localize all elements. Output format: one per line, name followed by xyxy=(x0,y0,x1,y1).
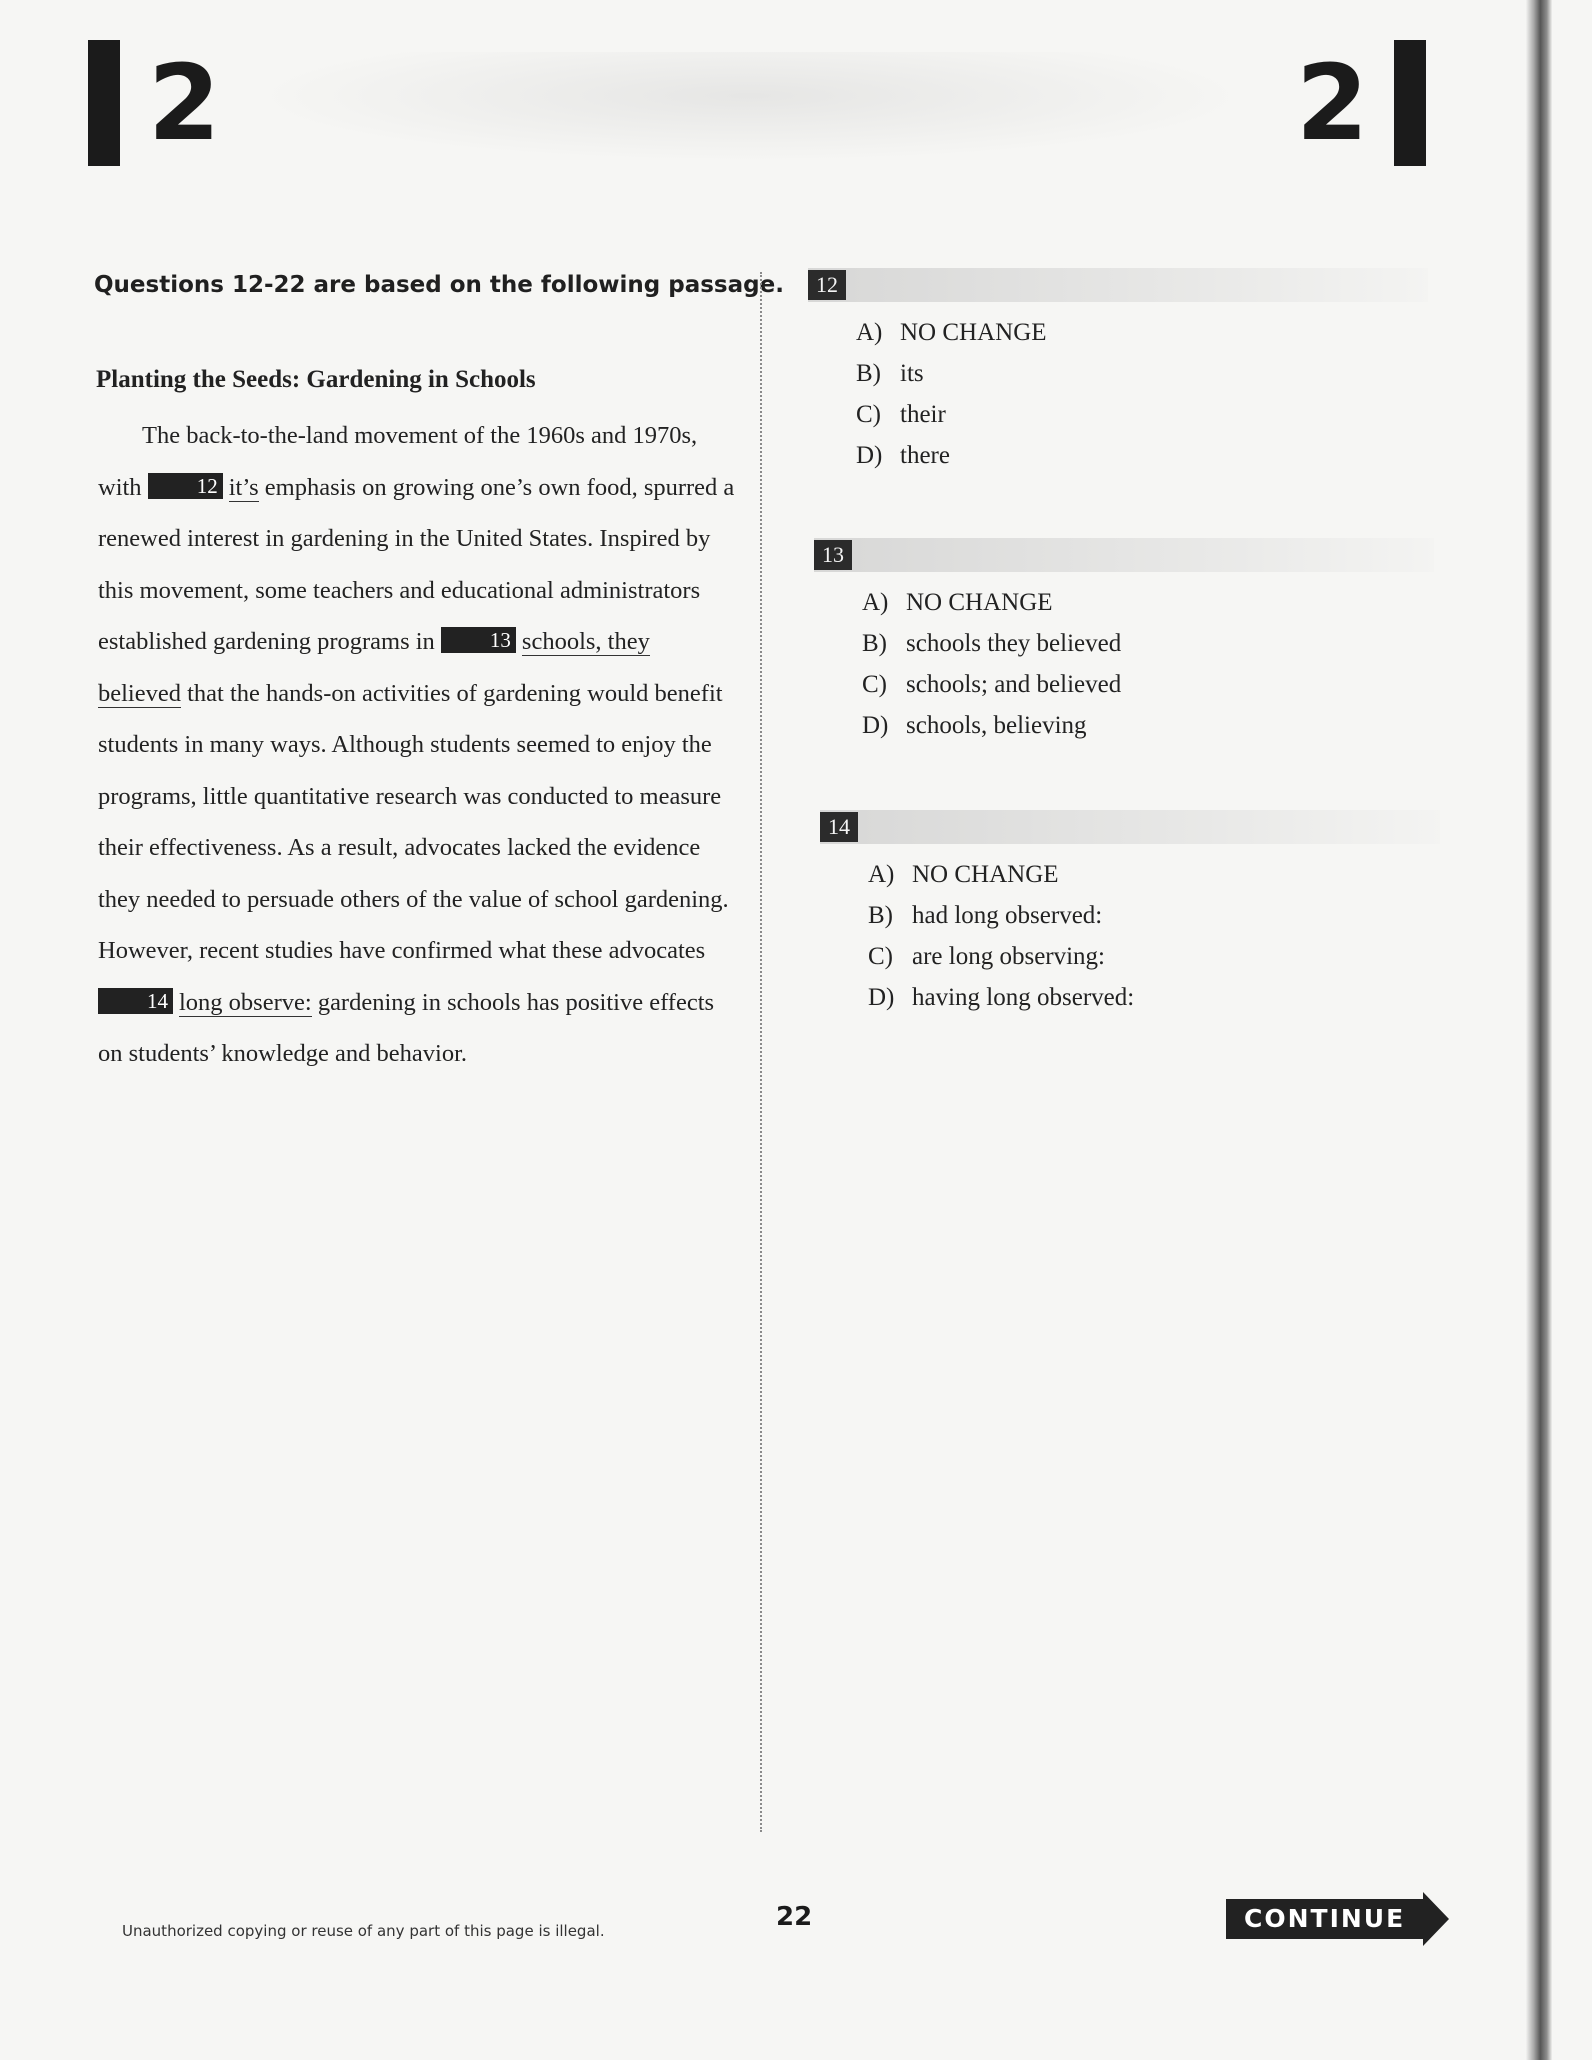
answer-option-c[interactable] xyxy=(868,936,1440,977)
answer-option-a[interactable] xyxy=(862,582,1434,623)
option-letter: C) xyxy=(868,943,893,970)
question-number: 14 xyxy=(820,812,858,842)
option-letter: A) xyxy=(868,861,895,888)
question-marker-13: 13 xyxy=(441,627,516,653)
answer-option-a[interactable] xyxy=(856,312,1428,353)
arrow-right-icon xyxy=(1423,1892,1449,1946)
option-text: schools they believed xyxy=(906,630,1122,657)
option-letter: A) xyxy=(862,589,889,616)
underlined-text-12: it’s xyxy=(228,473,259,501)
copyright-notice: Unauthorized copying or reuse of any part of this page is illegal. xyxy=(122,1922,605,1940)
answer-option-a[interactable] xyxy=(868,854,1440,895)
option-letter: C) xyxy=(856,401,881,428)
option-text: there xyxy=(900,442,950,469)
option-letter: D) xyxy=(868,984,895,1011)
question-14 xyxy=(820,810,1440,1018)
answer-option-b[interactable] xyxy=(868,895,1440,936)
continue-label: CONTINUE xyxy=(1226,1899,1423,1939)
option-letter: B) xyxy=(868,902,893,929)
option-text: NO CHANGE xyxy=(906,589,1053,616)
option-letter: B) xyxy=(856,360,881,387)
answer-option-b[interactable] xyxy=(856,353,1428,394)
option-text: schools, believing xyxy=(906,712,1087,739)
option-text: schools; and believed xyxy=(906,671,1122,698)
header-scan-shade xyxy=(250,52,1250,162)
passage-paragraph xyxy=(98,410,738,1080)
passage-title: Planting the Seeds: Gardening in Schools xyxy=(96,366,536,393)
option-letter: D) xyxy=(862,712,889,739)
option-text: having long observed: xyxy=(912,984,1135,1011)
option-letter: C) xyxy=(862,671,887,698)
passage-body xyxy=(98,410,738,1080)
underlined-text-14: long observe: xyxy=(179,988,312,1016)
question-marker-12: 12 xyxy=(148,473,223,499)
answer-options xyxy=(868,854,1440,1018)
option-text: NO CHANGE xyxy=(912,861,1059,888)
section-number: 2 xyxy=(1296,42,1369,164)
question-header xyxy=(814,538,1434,572)
option-text: had long observed: xyxy=(912,902,1103,929)
option-letter: A) xyxy=(856,319,883,346)
section-bar xyxy=(88,40,120,166)
section-bar xyxy=(1394,40,1426,166)
question-number: 13 xyxy=(814,540,852,570)
answer-option-d[interactable] xyxy=(862,705,1434,746)
answer-option-c[interactable] xyxy=(856,394,1428,435)
option-text: are long observing: xyxy=(912,943,1106,970)
option-text: its xyxy=(900,360,924,387)
answer-options xyxy=(862,582,1434,746)
passage-text: gardening in schools has positive effects on students’ knowledge and behavior. xyxy=(98,988,715,1067)
answer-options xyxy=(856,312,1428,476)
page-binding-edge xyxy=(1526,0,1552,2060)
answer-option-d[interactable] xyxy=(868,977,1440,1018)
underlined-text-13: schools, they believed xyxy=(98,628,650,707)
column-divider xyxy=(760,272,762,1832)
page-number: 22 xyxy=(776,1902,813,1932)
question-12 xyxy=(808,268,1428,476)
answer-option-b[interactable] xyxy=(862,623,1434,664)
continue-badge xyxy=(1226,1892,1449,1946)
passage-text: that the hands-on activities of gardening would benefit students in many ways. Although students seemed to enjoy the programs, little quantitative research was conducted to measure their effectiveness. As a result, advocates lacked the evidence they needed to persuade others of the value of school gardening. However, recent studies have confirmed what these advocates xyxy=(98,679,729,964)
section-marker-right xyxy=(1296,40,1426,166)
question-header xyxy=(820,810,1440,844)
question-marker-14: 14 xyxy=(98,988,173,1014)
passage-text: The back-to-the-land movement of the 1960s and 1970s, with xyxy=(98,422,698,501)
section-number: 2 xyxy=(148,42,221,164)
option-letter: D) xyxy=(856,442,883,469)
passage-text: emphasis on growing one’s own food, spurred a renewed interest in gardening in the United States. Inspired by this movement, some teachers and educational administrators established gardening programs in xyxy=(98,473,735,655)
option-letter: B) xyxy=(862,630,887,657)
answer-option-d[interactable] xyxy=(856,435,1428,476)
passage-intro: Questions 12-22 are based on the following passage. xyxy=(94,272,784,298)
option-text: their xyxy=(900,401,946,428)
question-13 xyxy=(814,538,1434,746)
question-number: 12 xyxy=(808,270,846,300)
answer-option-c[interactable] xyxy=(862,664,1434,705)
option-text: NO CHANGE xyxy=(900,319,1047,346)
section-marker-left xyxy=(88,40,220,166)
question-header xyxy=(808,268,1428,302)
